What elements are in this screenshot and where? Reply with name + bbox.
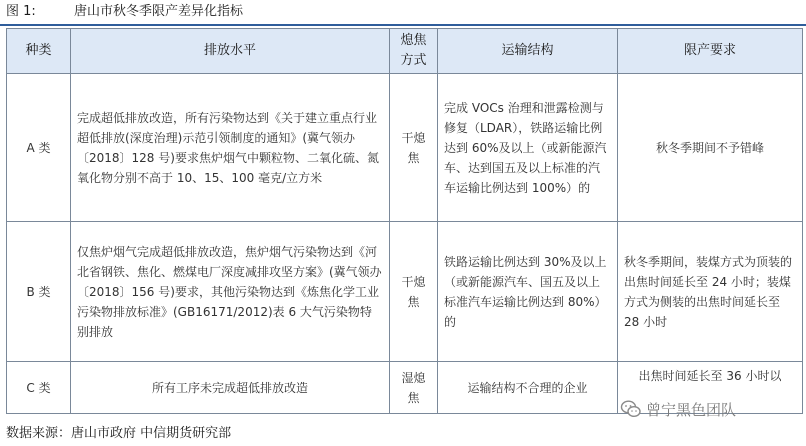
figure-title-bar xyxy=(0,0,806,26)
row-emission: 仅焦炉烟气完成超低排放改造，焦炉烟气污染物达到《河北省钢铁、焦化、燃煤电厂深度减排攻坚方案》(冀气领办〔2018〕156 号)要求，其他污染物达到《炼焦化学工业污染物排放标准》(GB16171/2012)表 6 大气污染物特别排放 xyxy=(71,222,390,362)
watermark xyxy=(620,398,736,420)
figure-title: 唐山市秋冬季限产差异化指标 xyxy=(74,4,244,19)
row-emission: 所有工序未完成超低排放改造 xyxy=(71,362,390,414)
watermark-text: 曾宁黑色团队 xyxy=(646,400,737,419)
row-transport: 完成 VOCs 治理和泄露检测与修复（LDAR），铁路运输比例达到 60%及以上（或新能源汽车、达到国五及以上标准的汽车运输比例达到 100%）的 xyxy=(438,74,618,222)
row-requirement: 秋冬季期间不予错峰 xyxy=(618,74,803,222)
row-category: B 类 xyxy=(7,222,71,362)
row-quench: 湿熄焦 xyxy=(390,362,438,414)
row-quench: 干熄焦 xyxy=(390,222,438,362)
row-emission: 完成超低排放改造，所有污染物达到《关于建立重点行业超低排放(深度治理)示范引领制度的通知》(冀气领办〔2018〕128 号)要求焦炉烟气中颗粒物、二氧化硫、氮氧化物分别不高于 10、15、100 毫克/立方米 xyxy=(71,74,390,222)
row-transport: 运输结构不合理的企业 xyxy=(438,362,618,414)
wechat-icon xyxy=(620,399,642,419)
row-requirement: 秋冬季期间，装煤方式为顶装的出焦时间延长至 24 小时；装煤方式为侧装的出焦时间延长至 28 小时 xyxy=(618,222,803,362)
row-transport: 铁路运输比例达到 30%及以上（或新能源汽车、国五及以上标准汽车运输比例达到 80%）的 xyxy=(438,222,618,362)
data-source: 数据来源：唐山市政府 中信期货研究部 xyxy=(6,426,232,441)
row-category: A 类 xyxy=(7,74,71,222)
header-emission: 排放水平 xyxy=(71,29,390,74)
table-row xyxy=(7,74,803,222)
row-requirement: 出焦时间延长至 36 小时以 xyxy=(618,362,803,414)
table-row xyxy=(7,222,803,362)
restriction-table xyxy=(6,28,803,414)
header-requirement: 限产要求 xyxy=(618,29,803,74)
header-quench: 熄焦 方式 xyxy=(390,29,438,74)
header-category: 种类 xyxy=(7,29,71,74)
row-category: C 类 xyxy=(7,362,71,414)
header-transport: 运输结构 xyxy=(438,29,618,74)
table-header-row xyxy=(7,29,803,74)
figure-number: 图 1: xyxy=(6,4,36,19)
row-quench: 干熄焦 xyxy=(390,74,438,222)
